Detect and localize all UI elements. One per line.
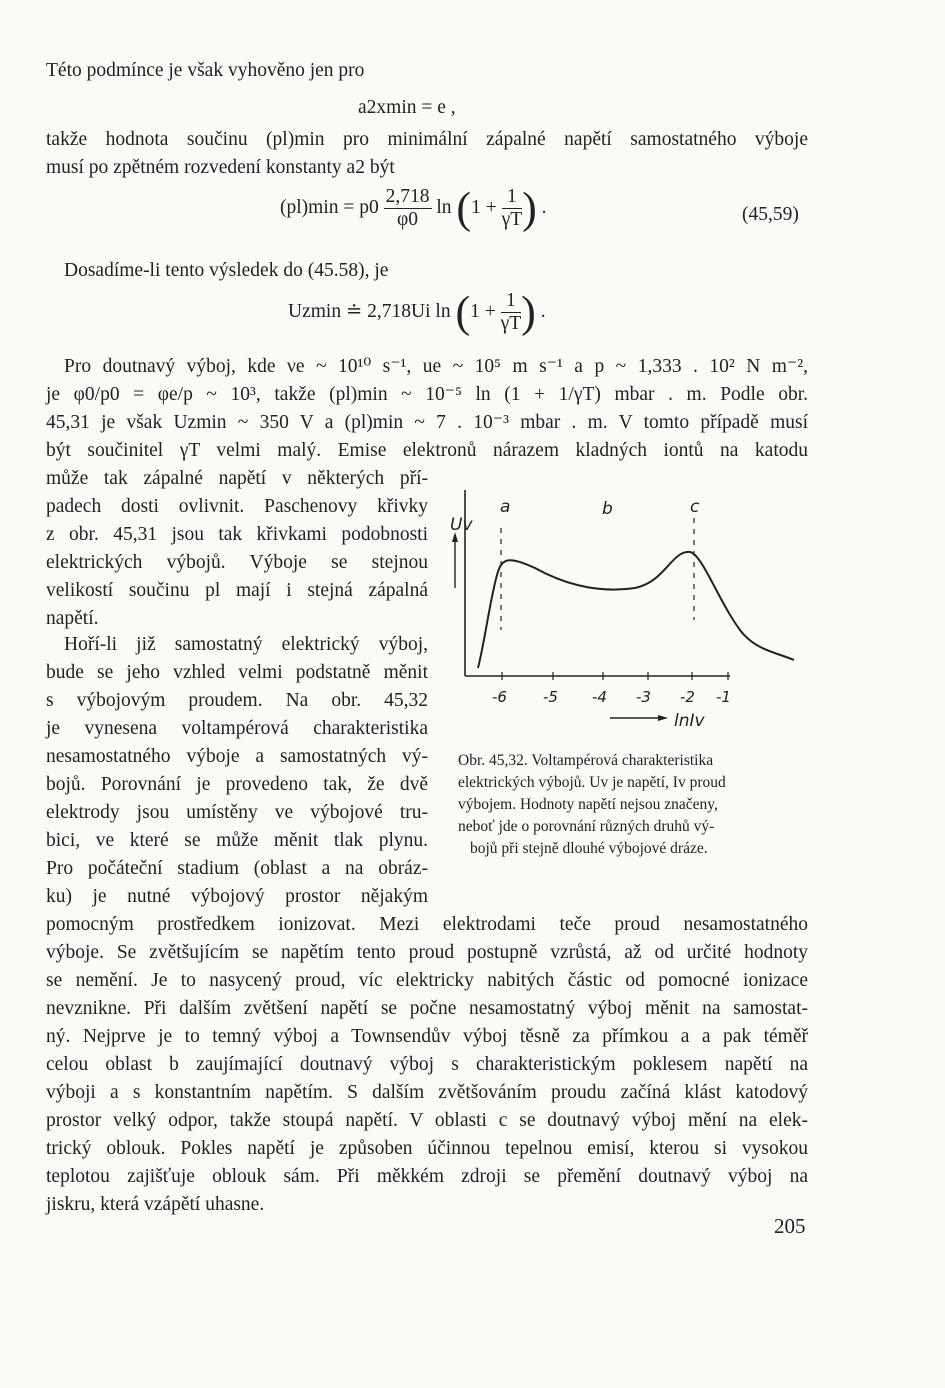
figure-caption-line: bojů při stejně dlouhé výbojové dráze. — [470, 840, 708, 857]
text-line: být součinitel γT velmi malý. Emise elektronů nárazem kladných iontů na katodu — [46, 440, 808, 461]
eq-lhs: (pl)min = p0 — [280, 196, 379, 218]
text-line: Této podmínce je však vyhověno jen pro — [46, 60, 365, 81]
figure-caption-line: elektrických výbojů. Uv je napětí, Iv proud — [458, 774, 726, 791]
text-line: teplotou zajišťuje oblouk sám. Při měkkém zdroji se přemění doutnavý výboj na — [46, 1166, 808, 1187]
eq-fraction-num: 2,718 — [385, 186, 430, 207]
region-lines — [501, 518, 694, 630]
text-line: ný. Nejprve je to temný výboj a Townsendův výboj těsně za přímkou a a pak téměř — [46, 1026, 808, 1047]
text-line: Pro doutnavý výboj, kde νe ~ 10¹⁰ s⁻¹, ue ~ 10⁵ m s⁻¹ a p ~ 1,333 . 10² N m⁻², — [64, 356, 808, 377]
equation-uzmin: Uzmin ≐ 2,718Ui ln (1 + $\frac{1}{\gamma T}$ ) . — [288, 287, 546, 337]
text-line: z obr. 45,31 jsou tak křivkami podobnosti — [46, 524, 428, 545]
eq-fraction — [384, 186, 432, 231]
text-line: prostor velký odpor, takže stoupá napětí. V oblasti c se doutnavý výboj mění na elek- — [46, 1110, 808, 1131]
x-tick-label: -3 — [636, 688, 651, 706]
x-axis-label: lnIv — [674, 711, 705, 731]
left-paren: ( — [456, 183, 472, 233]
region-b-label: b — [602, 499, 613, 519]
x-arrow-head — [658, 715, 668, 721]
text-line: bici, ve které se může měnit tlak plynu. — [46, 830, 428, 851]
region-a-label: a — [500, 497, 511, 517]
text-line: velikostí součinu pl mají i stejná zápalná — [46, 580, 428, 601]
eq-one-plus: 1 + — [470, 300, 496, 322]
text-line: Dosadíme-li tento výsledek do (45.58), je — [64, 260, 389, 281]
eq-lhs: Uzmin ≐ 2,718Ui ln — [288, 300, 451, 322]
eq-inner-num: 1 — [501, 290, 522, 313]
text-line: výboji a s konstantním napětím. S dalším zvětšováním proudu začíná klást katodový — [46, 1082, 808, 1103]
figure-caption-line: Obr. 45,32. Voltampérová charakteristika — [458, 752, 714, 769]
x-tick-label: -1 — [716, 688, 731, 706]
text-line: trický oblouk. Pokles napětí je způsoben účinnou tepelnou emisí, kterou si vysokou — [46, 1138, 808, 1159]
text-line: pomocným prostředkem ionizovat. Mezi elektrodami teče proud nesamostatného — [46, 914, 808, 935]
equation-label: (45,59) — [742, 204, 799, 225]
text-line: ku) je nutné výbojový prostor nějakým — [46, 886, 428, 907]
right-paren: ) — [521, 287, 536, 337]
text-line: elektrody jsou umístěny ve výbojové tru- — [46, 802, 428, 823]
page-number: 205 — [774, 1214, 806, 1238]
text-line: nesamostatného výboje a samostatných vý- — [46, 746, 428, 767]
x-tick-label: -6 — [492, 688, 507, 706]
text-line: musí po zpětném rozvedení konstanty a2 být — [46, 157, 395, 178]
text-line: může tak zápalné napětí v některých pří- — [46, 468, 428, 489]
text-line: elektrických výbojů. Výboje se stejnou — [46, 552, 428, 573]
x-tick-label: -4 — [592, 688, 607, 706]
characteristic-curve — [478, 552, 794, 668]
equation-45-59: (pl)min = p0 $\frac{2,718}{\varphi 0}$ ln (1 + $\frac{1}{\gamma T}$ ) . — [280, 183, 547, 233]
text-line: se nemění. Je to nasycený proud, víc elektricky nabitých částic od pomocné ionizace — [46, 970, 808, 991]
figure-caption-line: neboť jde o porovnání různých druhů vý- — [458, 818, 715, 835]
eq-inner-den: γT — [500, 313, 522, 334]
text-line: s výbojovým proudem. Na obr. 45,32 — [46, 690, 428, 711]
eq-fraction-den: φ0 — [397, 209, 419, 230]
text-line: Pro počáteční stadium (oblast a na obráz- — [46, 858, 428, 879]
text-line: výboje. Se zvětšujícím se napětím tento proud postupně vzrůstá, až od určité hodnoty — [46, 942, 808, 963]
text-line: takže hodnota součinu (pl)min pro minimální zápalné napětí samostatného výboje — [46, 129, 808, 150]
voltampere-figure — [440, 480, 810, 750]
text-line: jiskru, která vzápětí uhasne. — [46, 1194, 265, 1215]
right-paren: ) — [522, 183, 537, 233]
left-paren: ( — [455, 287, 471, 337]
eq-inner-den: γT — [501, 209, 523, 230]
text-line: padech dosti ovlivnit. Paschenovy křivky — [46, 496, 428, 517]
text-line: Hoří-li již samostatný elektrický výboj, — [64, 634, 428, 655]
figure-caption-line: výbojem. Hodnoty napětí nejsou značeny, — [458, 796, 718, 813]
eq-one-plus: 1 + — [471, 196, 497, 218]
y-axis-label: Uv — [450, 515, 473, 535]
text-line: je vynesena voltampérová charakteristika — [46, 718, 428, 739]
text-line: 45,31 je však Uzmin ~ 350 V a (pl)min ~ 7 . 10⁻³ mbar . m. V tomto případě musí — [46, 412, 808, 433]
text-line: bude se jeho vzhled velmi podstatně měnit — [46, 662, 428, 683]
eq-inner-fraction — [501, 290, 522, 335]
eq-ln: ln — [436, 196, 452, 218]
eq-inner-num: 1 — [502, 186, 523, 209]
text-line: celou oblast b zaujímající doutnavý výboj s charakteristickým poklesem napětí na — [46, 1054, 808, 1075]
x-tick-label: -2 — [680, 688, 695, 706]
eq-inner-fraction — [502, 186, 523, 231]
x-tick-label: -5 — [543, 688, 558, 706]
text-line: nevznikne. Při dalším zvětšení napětí se počne nesamostatný výboj měnit na samostat- — [46, 998, 808, 1019]
text-line: bojů. Porovnání je provedeno tak, že dvě — [46, 774, 428, 795]
equation-a2xmin: a2xmin = e , — [358, 97, 456, 118]
text-line: napětí. — [46, 608, 99, 629]
text-line: je φ0/p0 = φe/p ~ 10³, takže (pl)min ~ 10⁻⁵ ln (1 + 1/γT) mbar . m. Podle obr. — [46, 384, 808, 405]
region-c-label: c — [690, 497, 700, 517]
